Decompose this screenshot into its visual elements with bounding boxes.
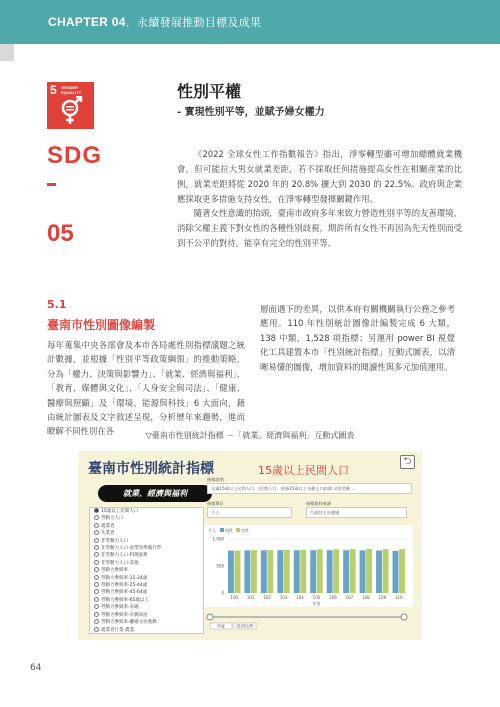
bar-female [284,550,290,593]
radio-icon[interactable] [94,582,99,587]
body-column-left: 每年蒐集中央各部會及本市各局處性別指標議題之統計數據，並根據「性別平等政策綱領」的推動策略，分為「權力、決策與影響力」、「就業、經濟與福利」、「教育、媒體與文化」、「人身安全與司法」、「健康、醫療與照顧」及「環境、能源與科技」6 大面向，藉由統計圖表及文字敘述呈現，分析歷年來趨勢，進而瞭解不同性別在各 [47,340,245,437]
bar-female [300,550,306,593]
x-tick-label: 101 [246,595,255,600]
x-tick-label: 105 [312,595,321,600]
y-tick-label: 0 [221,590,224,596]
bar-female [317,549,323,593]
indicator-list-item[interactable] [90,508,203,515]
radio-icon[interactable] [94,523,99,528]
indicator-list-label: 勞動力參與率-25-44歲 [101,583,148,589]
bar-male [343,550,349,593]
slider-label-1: 年度 [217,623,225,629]
legend-swatch-male [220,528,224,532]
sdg-icon-label: GENDER EQUALITY [61,85,82,95]
bar-female [234,550,240,593]
indicator-list-label: 就業者行業-農業 [101,627,135,633]
indicator-list-label: 勞動力參與率-離婚分居喪偶 [101,620,157,626]
year-slider[interactable] [204,609,413,631]
indicator-list-item[interactable] [90,582,203,589]
radio-icon[interactable] [94,597,99,602]
indicator-list-item[interactable] [90,597,203,604]
bar-female [350,549,356,593]
indicator-list-label: 勞動力參與率-15-24歲 [101,575,148,581]
bar-male [294,550,300,593]
x-axis-label: 年度 [312,601,321,606]
intro-paragraph-1: 《2022 全球女性工作指數報告》指出，淨零轉型雖可增加總體就業機會，但可能拉大男女就業差距，若不採取任何措施提高女性在相關產業的比例，就業差距將從 2020 年的 20.8% 擴大到 2030 的 22.5%。政府與企業應採取更多措施支持女性，在淨零轉型發揮關鍵作用。 [177,149,462,204]
indicator-list-label: 勞動力參與率-未婚 [101,605,139,611]
radio-icon[interactable] [94,604,99,609]
indicator-list-label: 勞動力參與率-有偶同居 [101,612,148,618]
indicator-list-label: 勞動力參與率-45-64歲 [101,590,148,596]
bar-male [393,551,399,593]
indicator-source-box: 行政院主計總處 [306,507,407,518]
indicator-list-label: 失業者 [101,531,115,537]
indicator-list-item[interactable] [90,627,203,634]
indicator-list-label: 就業者 [101,523,115,529]
legend-label-female: 女性 [241,528,249,533]
x-tick-label: 106 [329,595,337,600]
radio-icon[interactable] [94,530,99,535]
intro-paragraph-2: 隨著女性意識的抬頭，臺南市政府多年來致力營造性別平等的友善環境，消除父權主義下對女性的各種性別歧視，期許所有女性不再因為先天性別而受到不公平的對待，能享有完全的性別平等。 [177,208,462,248]
indicator-list[interactable] [89,507,204,634]
indicator-list-label: 勞動力人口 [101,516,124,522]
indicator-unit-box: 千人 [207,507,292,518]
indicator-list-item[interactable] [90,530,203,537]
radio-icon[interactable] [94,612,99,617]
bar-female [383,549,389,593]
indicator-list-item[interactable] [90,567,203,574]
indicator-list-item[interactable] [90,604,203,611]
radio-icon[interactable] [94,575,99,580]
sdg-dash [47,183,56,186]
radio-icon[interactable] [94,589,99,594]
indicator-desc-label: 指標說明 [207,477,224,482]
indicator-source-label: 指標資料來源 [306,501,332,506]
indicator-list-label: 非勞動力人口-料理家務 [101,553,148,559]
indicator-list-item[interactable] [90,560,203,567]
radio-icon[interactable] [94,552,99,557]
bar-female [399,549,405,593]
x-tick-label: 108 [362,595,370,600]
indicator-list-item[interactable] [90,612,203,619]
page-title: 性別平權 [177,82,242,101]
indicator-list-item[interactable] [90,538,203,545]
category-pill[interactable]: 就業、經濟與福利 [98,485,212,502]
back-arrow-icon[interactable]: ⮌ [400,455,415,469]
indicator-list-label: 勞動力參與率 [101,568,128,574]
indicator-list-label: 15歲以上民間人口 [101,509,139,514]
legend-unit: 千人 [208,528,216,533]
radio-icon[interactable] [94,627,99,632]
legend-swatch-female [236,528,240,532]
chapter-separator: ． [125,17,137,29]
bar-male [360,550,366,593]
indicator-list-label: 非勞動力人口-求學及準備升學 [101,546,162,552]
figure-caption: ▽臺南市性別統計指標 －「就業、經濟與福利」互動式圖表 [145,431,355,440]
chapter-header-bar [0,0,500,44]
bar-male [277,550,283,593]
chapter-header-text [48,14,261,30]
indicator-list-item[interactable] [90,523,203,530]
slider-handle-end[interactable] [401,614,407,620]
bar-male [310,550,316,593]
slider-handle-start[interactable] [207,614,213,620]
indicator-list-item[interactable] [90,515,203,522]
radio-icon[interactable] [94,515,99,520]
gender-equality-icon [59,96,83,126]
indicator-list-label: 非勞動力人口-其他 [101,560,139,566]
body-column-right: 層面遇下的差異，以供本府有關機關執行公務之參考應用。110 年性別統計圖像計編製完成 6 大類，138 中類，1,528 項指標；另運用 power BI 視覺化工具建置本市「性別統計指標」互動式圖表，以清晰易懂的圖像，增加資料的閱讀性與多元加值運用。 [260,304,455,372]
radio-icon[interactable] [94,545,99,550]
y-tick-label: 500 [216,563,224,569]
section-title: 臺南市性別圖像編製 [47,318,156,332]
indicator-list-item[interactable] [90,545,203,552]
bar-male [244,550,250,593]
indicator-desc-box: 年滿15歲以上民間人口，(民間人口，係指15歲以上年齡人口扣除 武裝勞動… [207,483,412,494]
chapter-label: CHAPTER 04 [48,15,126,29]
bar-male [261,550,267,593]
header-tab-decoration [0,44,14,61]
section-number: 5.1 [47,298,67,311]
x-tick-label: 102 [263,595,271,600]
dashboard-screenshot [78,451,422,640]
bar-female [251,550,257,593]
page-number: 64 [30,663,42,673]
sdg-word: SDG [47,142,103,169]
bar-female [366,549,372,593]
legend-label-male: 男性 [225,528,233,533]
bar-female [333,549,339,593]
population-bar-chart [204,525,413,607]
radio-icon[interactable] [94,538,99,543]
sdg-number: 05 [47,220,74,247]
dashboard-title: 臺南市性別統計指標 [88,461,214,477]
sdg5-logo [47,82,94,129]
bar-male [376,551,382,593]
x-tick-label: 100 [230,595,239,600]
x-tick-label: 109 [378,595,387,600]
x-tick-label: 103 [279,595,288,600]
radio-icon[interactable] [94,508,99,513]
bar-male [327,550,333,593]
indicator-unit-label: 指標單位 [207,501,224,506]
x-tick-label: 110 [394,595,403,600]
radio-icon[interactable] [94,567,99,572]
x-tick-label: 107 [345,595,354,600]
indicator-list-label: 勞動力參與率-65歲以上 [101,597,149,603]
indicator-list-label: 非勞動力人口 [101,538,128,544]
bar-male [228,551,234,593]
sdg-icon-number: 5 [50,83,57,97]
bar-female [267,550,273,593]
indicator-list-item[interactable] [90,575,203,582]
chapter-title: 永續發展推動目標及成果 [137,17,262,29]
y-tick-label: 1,000 [212,536,224,542]
slider-label-2: 性別比例 [237,623,253,629]
page-subtitle: - 實現性別平等，並賦予婦女權力 [177,107,325,118]
radio-icon[interactable] [94,560,99,565]
dashboard-indicator-title: 15歲以上民間人口 [258,464,349,477]
x-tick-label: 104 [296,595,304,600]
indicator-list-item[interactable] [90,589,203,596]
radio-icon[interactable] [94,619,99,624]
indicator-list-item[interactable] [90,552,203,559]
indicator-list-item[interactable] [90,619,203,626]
